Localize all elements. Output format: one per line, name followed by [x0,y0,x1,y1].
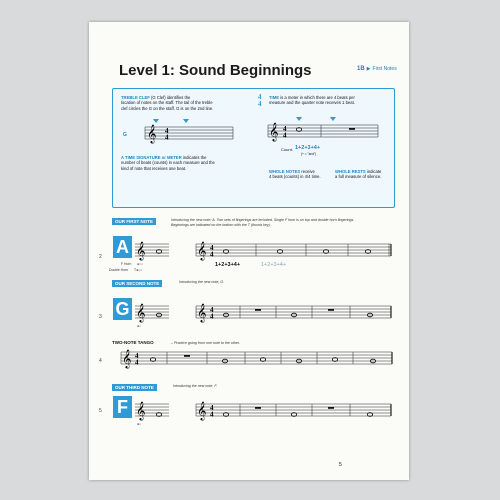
fingering-dots: T●○○ [134,268,143,272]
line2-count-faded: 1+2+3+4+ [261,262,287,268]
whole-note-staff-example [263,115,383,145]
count-label: Count: [281,147,293,152]
fingering-f-horn: F Horn [121,262,132,266]
time-signature-text: A TIME SIGNATURE or METER indicates the number of beats (counts) in each measure and the kind of note that receives one beat. [121,155,215,171]
section-label-second-note: OUR SECOND NOTE [112,280,162,287]
note-g-staff [135,298,171,326]
svg-text:4: 4 [210,312,214,321]
fingering-dots: ●○ [137,422,142,426]
section-label-first-note: OUR FIRST NOTE [112,218,156,225]
line-number: 5 [99,408,102,414]
arrow-down-icon [330,117,336,121]
svg-text:4: 4 [165,127,169,135]
treble-clef-text: TREBLE CLEF (G Clef) identifies the location of notes on the staff. The tail of the treble clef circles the G on the staff. G is on the 2nd line. [121,95,214,111]
svg-text:𝄞: 𝄞 [136,303,146,322]
line2-staff [196,236,392,264]
svg-text:4: 4 [210,404,214,412]
line-number: 2 [99,254,102,260]
arrow-down-icon [153,119,159,123]
svg-text:4: 4 [258,93,262,101]
section-label-third-note: OUR THIRD NOTE [112,384,157,391]
note-letter-a: A [113,236,132,258]
line5-staff [196,396,392,424]
svg-text:𝄞: 𝄞 [136,241,146,260]
svg-text:4: 4 [283,131,287,140]
svg-text:𝄞: 𝄞 [197,241,207,260]
whole-rest-icon [349,128,355,130]
svg-text:𝄞: 𝄞 [197,303,207,322]
svg-text:4: 4 [210,306,214,314]
svg-text:4: 4 [135,352,139,360]
treble-clef-icon: 𝄞 [147,124,157,143]
line5-desc: Introducing the new note, F. [173,384,218,388]
line2-desc-1: Introducing the new note, A. Two sets of fingerings are included. Single F horn is on top and double horn fingerings. [171,218,355,222]
svg-text:4: 4 [258,100,262,108]
note-a-staff [135,236,171,264]
section-label-two-note-tango: TWO-NOTE TANGO [112,340,154,345]
line2-desc-2: Beginnings are indicated on the bottom with the T (thumb key). [171,223,271,227]
svg-text:4: 4 [135,358,139,367]
whole-rests-text: WHOLE RESTS indicate a full measure of silence. [335,169,382,180]
svg-text:𝄞: 𝄞 [136,401,146,420]
note-f-staff [135,396,171,424]
line4-staff [121,344,393,372]
line-number: 3 [99,314,102,320]
note-letter-g: G [113,298,132,320]
lesson-badge: 1B [357,66,365,72]
line3-desc: Introducing the new note, G. [179,280,225,284]
time-signature-icon [257,93,267,107]
line2-count: 1+2+3+4+ [215,262,241,268]
lesson-subtitle: First Notes [372,66,397,72]
arrow-down-icon [183,119,189,123]
lesson-tag [357,66,397,72]
svg-text:4: 4 [210,250,214,259]
svg-text:4: 4 [210,410,214,419]
four-four-text: TIME is a meter in which there are 4 beats per measure and the quarter note receives 1 beat. [269,95,355,106]
line4-desc: – Practice going from one note to the other. [171,341,240,345]
svg-text:4: 4 [210,244,214,252]
line-number: 4 [99,358,102,364]
page-title: Level 1: Sound Beginnings [119,62,312,79]
svg-text:𝄞: 𝄞 [197,401,207,420]
note-letter-f: F [113,396,132,418]
arrow-down-icon [296,117,302,121]
treble-staff-example [135,117,235,147]
fingering-double-horn: Double Horn [109,268,129,272]
svg-text:4: 4 [283,125,287,133]
g-label: G [123,132,127,138]
line3-staff [196,298,392,326]
fingering-dots: ●○○ [137,262,144,266]
whole-notes-text: WHOLE NOTES receive 4 beats (counts) in 4/4 time. [269,169,321,180]
svg-text:𝄞: 𝄞 [122,349,132,368]
count-note: (+ = "and") [301,152,317,156]
svg-text:4: 4 [165,133,169,142]
svg-text:𝄞: 𝄞 [269,122,279,141]
info-box [112,88,395,208]
chevron-right-icon: ▶ [366,66,371,72]
count-value: 1+2+3+4+ [295,145,321,151]
book-page [89,22,409,480]
fingering-dots: ●○ [137,324,142,328]
page-number: 5 [339,462,342,468]
